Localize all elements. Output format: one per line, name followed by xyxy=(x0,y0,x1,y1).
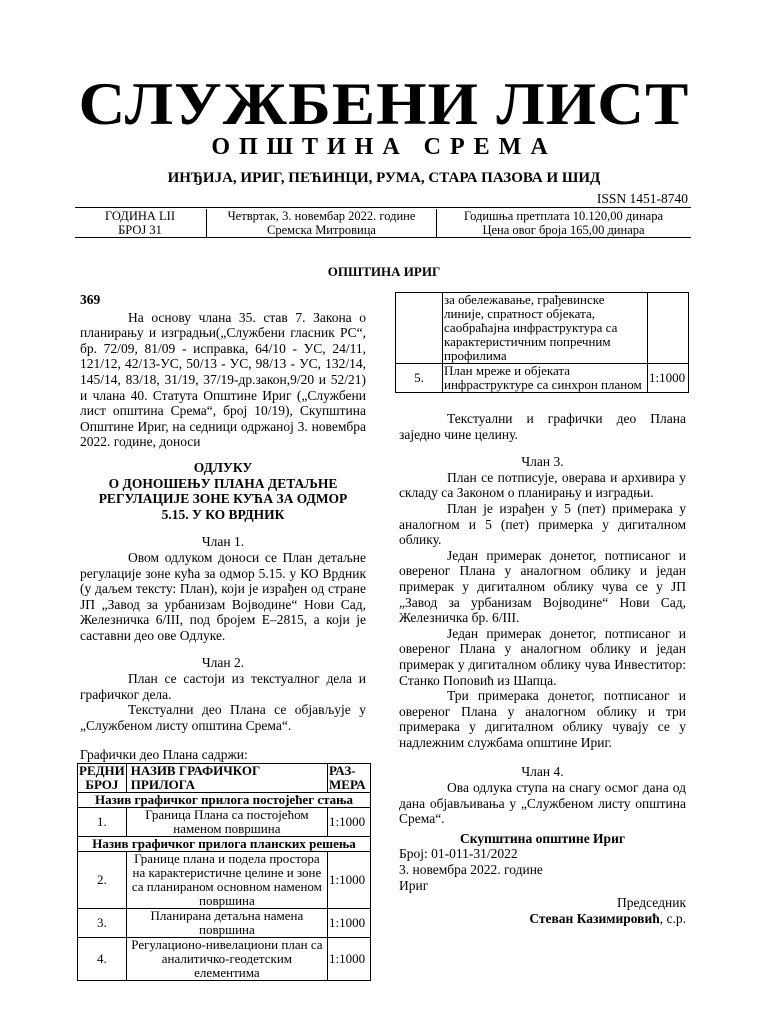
header-name: НАЗИВ ГРАФИЧКОГ ПРИЛОГА xyxy=(126,764,327,793)
newspaper-title: СЛУЖБЕНИ ЛИСТ xyxy=(78,71,690,137)
graphic-attachments-table-continued xyxy=(395,292,689,393)
signer-suffix: , с.р. xyxy=(659,910,686,926)
act-title xyxy=(80,460,366,522)
article-3-paragraph-5: Три примерака донетог, потписаног и овереног Плана у аналогном облику и три примерака у дигиталном облику чувају се у надлежним службама општине Ириг. xyxy=(399,688,686,750)
row-name: Граница Плана са постојећом наменом површина xyxy=(126,808,327,837)
article-2-label: Члан 2. xyxy=(201,655,245,671)
issue-number: БРОЈ 31 xyxy=(118,223,162,237)
row-number: 4. xyxy=(78,938,127,981)
issue-year-number xyxy=(75,209,205,237)
article-2-text-3: Текстуални и графички део Плана заједно чине целину. xyxy=(399,411,686,442)
table-row xyxy=(78,909,371,938)
table-row xyxy=(78,938,371,981)
issue-date: Четвртак, 3. новембар 2022. године xyxy=(227,209,416,223)
issue-date-place xyxy=(206,209,437,237)
graphic-attachments-table xyxy=(77,763,371,981)
row-name: Границе плана и подела простора на карактеристичне целине и зоне са планираном основном наменом површина xyxy=(126,852,327,909)
article-2-text-1: План се састоји из текстуалног дела и графичког дела. xyxy=(80,671,366,702)
left-column xyxy=(80,292,366,981)
table-row xyxy=(78,808,371,837)
right-column xyxy=(399,292,686,926)
table-row xyxy=(396,364,689,393)
row-scale: 1:1000 xyxy=(328,909,371,938)
table-row xyxy=(396,293,689,364)
signer-block xyxy=(399,911,686,927)
newspaper-subtitle: ОПШТИНА СРЕМА xyxy=(211,134,557,160)
table-section-row xyxy=(78,793,371,808)
act-number: 369 xyxy=(80,292,101,307)
header-scale: РАЗ-МЕРА xyxy=(328,764,371,793)
table-row xyxy=(78,852,371,909)
row-number xyxy=(396,293,443,364)
municipalities-list: ИНЂИЈА, ИРИГ, ПЕЋИНЦИ, РУМА, СТАРА ПАЗОВА И ШИД xyxy=(167,170,601,186)
annual-subscription: Годишња претплата 10.120,00 динара xyxy=(463,209,663,223)
row-name: Планирана детаљна намена површина xyxy=(126,909,327,938)
act-title-line2: О ДОНОШЕЊУ ПЛАНА ДЕТАЉНЕ РЕГУЛАЦИЈЕ ЗОНЕ КУЋА ЗА ОДМОР 5.15. У КО ВРДНИК xyxy=(98,475,348,522)
article-3-paragraph-4: Један примерак донетог, потписаног и овереног Плана у аналогном облику и један примерак у дигиталном облику чува Инвеститор: Станко Поповић из Шапца. xyxy=(399,625,686,688)
issue-info-bar xyxy=(75,207,691,238)
article-4-label: Члан 4. xyxy=(521,764,564,780)
assembly-name: Скупштина општине Ириг xyxy=(460,830,625,846)
table-section-row xyxy=(78,837,371,852)
act-preamble: На основу члана 35. став 7. Закона о планирању и изградњи(„Службени гласник РС“, бр. 72/09, 81/09 - исправка, 64/10 - УС, 24/11, 121/12, 42/13-УС, 50/13 - УС, 98/13 - УС, 132/14, 145/14, 83/18, 31/19, 37/19-др.закон,9/20 и 52/21) и члана 40. Статута Општине Ириг („Службени лист општина Срема“, број 10/19), Скупштина Општине Ириг, на седници одржаној 3. новембра 2022. године, доноси xyxy=(80,309,366,450)
article-4-text: Ова одлука ступа на снагу осмог дана од дана објављивања у „Службеном листу општина Срема“. xyxy=(399,780,686,827)
issue-price: Цена овог броја 165,00 динара xyxy=(482,223,645,237)
row-name: Регулационо-нивелациони план са аналитичко-геодетским елементима xyxy=(126,938,327,981)
municipality-heading: ОПШТИНА ИРИГ xyxy=(327,264,441,279)
reference-place: Ириг xyxy=(399,877,429,893)
signer-title: Председник xyxy=(616,895,686,911)
row-name: План мреже и објеката инфраструктуре са синхрон планом xyxy=(443,364,648,393)
row-scale: 1:1000 xyxy=(648,364,689,393)
article-2-text-2: Текстуални део Плана се објављује у „Службеном листу општина Срема“. xyxy=(80,702,366,733)
row-number: 1. xyxy=(78,808,127,837)
issue-place: Сремска Митровица xyxy=(267,223,376,237)
section-existing-state: Назив графичког прилога постојећег стања xyxy=(78,793,371,808)
reference-number: Број: 01-011-31/2022 xyxy=(399,846,518,862)
act-title-line1: ОДЛУКУ xyxy=(193,459,253,475)
issn-number: ISSN 1451-8740 xyxy=(596,191,688,206)
graphic-part-intro: Графички део Плана садржи: xyxy=(80,747,248,763)
row-number: 3. xyxy=(78,909,127,938)
row-scale: 1:1000 xyxy=(328,808,371,837)
reference-date: 3. новембра 2022. године xyxy=(399,862,543,878)
row-scale: 1:1000 xyxy=(328,938,371,981)
section-planning-solutions: Назив графичког прилога планских решења xyxy=(78,837,371,852)
row-number: 2. xyxy=(78,852,127,909)
row-scale: 1:1000 xyxy=(328,852,371,909)
article-3-label: Члан 3. xyxy=(521,454,564,470)
table-header-row xyxy=(78,764,371,793)
row-scale xyxy=(648,293,689,364)
header-number: РЕДНИ БРОЈ xyxy=(79,763,125,793)
row-number: 5. xyxy=(396,364,443,393)
row-name-continued: за обележавање, грађевинске линије, спратност објеката, саобраћајна инфраструктура са карактеристичним попречним профилима xyxy=(443,293,648,364)
article-1-label: Члан 1. xyxy=(201,534,245,550)
signer-name: Стеван Казимировић xyxy=(529,910,660,926)
article-3-paragraph-3: Један примерак донетог, потписаног и овереног Плана у аналогном облику и један примерак у дигиталном облику чува се у ЈП „Завод за урбанизам Војводине“ Нови Сад, Железничка бр. 6/III. xyxy=(399,547,686,626)
article-1-text: Овом одлуком доноси се План детаљне регулације зоне кућа за одмор 5.15. у КО Врдник (у даљем тексту: План), који је израђен од стране ЈП „Завод за урбанизам Војводине“ Нови Сад, Железничка 6/III, под бројем Е–2815, а који је саставни део ове Одлуке. xyxy=(80,549,366,643)
issue-pricing xyxy=(436,209,691,237)
article-3-paragraph-2: План је израђен у 5 (пет) примерака у аналогном и 5 (пет) примерка у дигиталном облику. xyxy=(399,500,686,548)
issue-year: ГОДИНА LII xyxy=(104,209,175,223)
article-3-paragraph-1: План се потписује, оверава и архивира у складу са Законом о планирању и изградњи. xyxy=(399,469,686,501)
